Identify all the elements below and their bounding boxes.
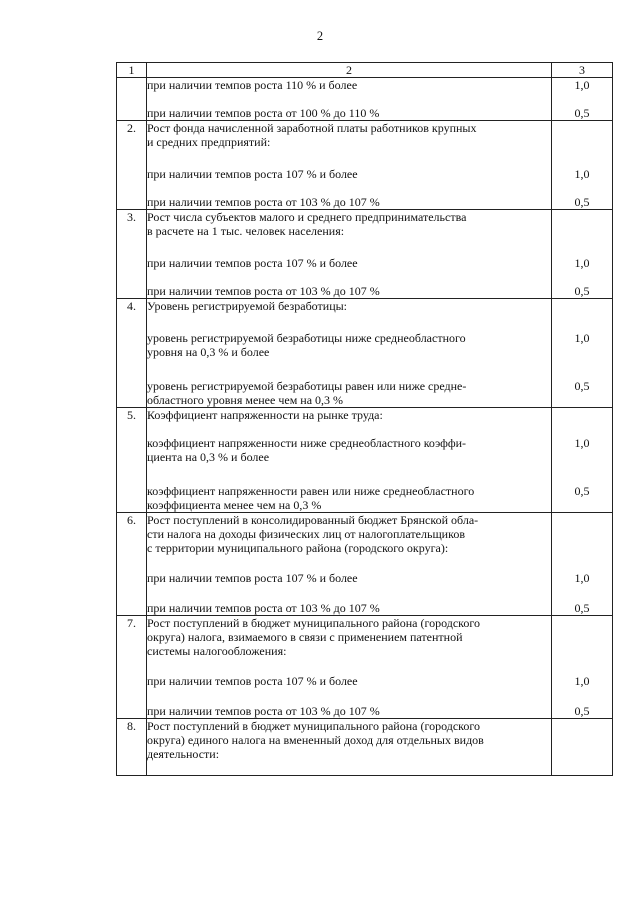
row-number: 5.: [117, 408, 147, 513]
score-value: 0,5: [574, 379, 590, 393]
condition-line: циента на 0,3 % и более: [147, 450, 270, 464]
score-value: 1,0: [574, 167, 590, 181]
row-number: 8.: [117, 719, 147, 776]
row-number: [117, 78, 147, 121]
score-value: 0,5: [574, 704, 590, 718]
row-number: 7.: [117, 616, 147, 719]
condition-line: коэффициент напряженности равен или ниже среднеобластного: [147, 484, 475, 498]
criteria-table: [116, 62, 613, 776]
header-col-3: 3: [552, 63, 613, 78]
criterion-title-line: с территории муниципального района (городского округа):: [147, 541, 449, 555]
condition-line: при наличии темпов роста от 103 % до 107 %: [147, 284, 380, 298]
criterion-title-line: Рост поступлений в консолидированный бюджет Брянской обла-: [147, 513, 479, 527]
table-row: [117, 121, 613, 210]
table-row: [117, 299, 613, 408]
criterion-title-line: и средних предприятий:: [147, 135, 271, 149]
condition-line: при наличии темпов роста 107 % и более: [147, 674, 358, 688]
criterion-title-line: Рост числа субъектов малого и среднего предпринимательства: [147, 210, 467, 224]
row-number: 3.: [117, 210, 147, 299]
condition-line: коэффициент напряженности ниже среднеобластного коэффи-: [147, 436, 467, 450]
score-value: 0,5: [574, 106, 590, 120]
criterion-description: [147, 513, 552, 616]
score-value: 1,0: [574, 78, 590, 92]
criterion-title-line: Рост фонда начисленной заработной платы работников крупных: [147, 121, 477, 135]
criterion-description: [147, 719, 552, 776]
criterion-description: [147, 299, 552, 408]
score-cell: [552, 210, 613, 299]
row-number: 6.: [117, 513, 147, 616]
table-header-row: [117, 63, 613, 78]
condition-line: уровень регистрируемой безработицы ниже среднеобластного: [147, 331, 466, 345]
score-cell: [552, 408, 613, 513]
criterion-title-line: системы налогообложения:: [147, 644, 287, 658]
header-col-1: 1: [117, 63, 147, 78]
condition-line: при наличии темпов роста 107 % и более: [147, 256, 358, 270]
condition-line: коэффициента менее чем на 0,3 %: [147, 498, 322, 512]
table-row: [117, 513, 613, 616]
score-cell: [552, 299, 613, 408]
score-value: 1,0: [574, 436, 590, 450]
table-row: [117, 719, 613, 776]
table-row: [117, 408, 613, 513]
row-number: 4.: [117, 299, 147, 408]
condition-line: при наличии темпов роста от 103 % до 107 %: [147, 195, 380, 209]
criterion-title-line: округа) налога, взимаемого в связи с применением патентной: [147, 630, 463, 644]
score-cell: [552, 719, 613, 776]
criterion-title-line: Коэффициент напряженности на рынке труда:: [147, 408, 383, 422]
criterion-title-line: в расчете на 1 тыс. человек населения:: [147, 224, 345, 238]
criterion-title-line: Уровень регистрируемой безработицы:: [147, 299, 348, 313]
score-cell: [552, 616, 613, 719]
condition-line: областного уровня менее чем на 0,3 %: [147, 393, 344, 407]
score-value: 1,0: [574, 571, 590, 585]
criterion-title-line: сти налога на доходы физических лиц от налогоплательщиков: [147, 527, 465, 541]
score-value: 0,5: [574, 195, 590, 209]
criteria-table-body: [117, 63, 613, 776]
table-row: [117, 78, 613, 121]
criterion-title-line: деятельности:: [147, 747, 220, 761]
score-value: 1,0: [574, 331, 590, 345]
condition-line: при наличии темпов роста 110 % и более: [147, 78, 358, 92]
score-value: 0,5: [574, 484, 590, 498]
score-value: 0,5: [574, 601, 590, 615]
criterion-description: [147, 78, 552, 121]
condition-line: при наличии темпов роста от 103 % до 107 %: [147, 704, 380, 718]
score-cell: [552, 78, 613, 121]
table-row: [117, 616, 613, 719]
score-value: 0,5: [574, 284, 590, 298]
score-value: 1,0: [574, 674, 590, 688]
condition-line: уровня на 0,3 % и более: [147, 345, 270, 359]
row-number: 2.: [117, 121, 147, 210]
condition-line: при наличии темпов роста от 103 % до 107 %: [147, 601, 380, 615]
criterion-description: [147, 616, 552, 719]
criterion-title-line: Рост поступлений в бюджет муниципального района (городского: [147, 719, 480, 733]
condition-line: при наличии темпов роста 107 % и более: [147, 167, 358, 181]
score-cell: [552, 513, 613, 616]
page-number: 2: [316, 29, 324, 43]
condition-line: при наличии темпов роста 107 % и более: [147, 571, 358, 585]
criterion-description: [147, 210, 552, 299]
header-col-2: 2: [147, 63, 552, 78]
score-value: 1,0: [574, 256, 590, 270]
condition-line: уровень регистрируемой безработицы равен или ниже средне-: [147, 379, 467, 393]
criterion-description: [147, 121, 552, 210]
criterion-title-line: округа) единого налога на вмененный доход для отдельных видов: [147, 733, 484, 747]
condition-line: при наличии темпов роста от 100 % до 110 %: [147, 106, 380, 120]
criterion-title-line: Рост поступлений в бюджет муниципального района (городского: [147, 616, 480, 630]
criterion-description: [147, 408, 552, 513]
score-cell: [552, 121, 613, 210]
table-row: [117, 210, 613, 299]
